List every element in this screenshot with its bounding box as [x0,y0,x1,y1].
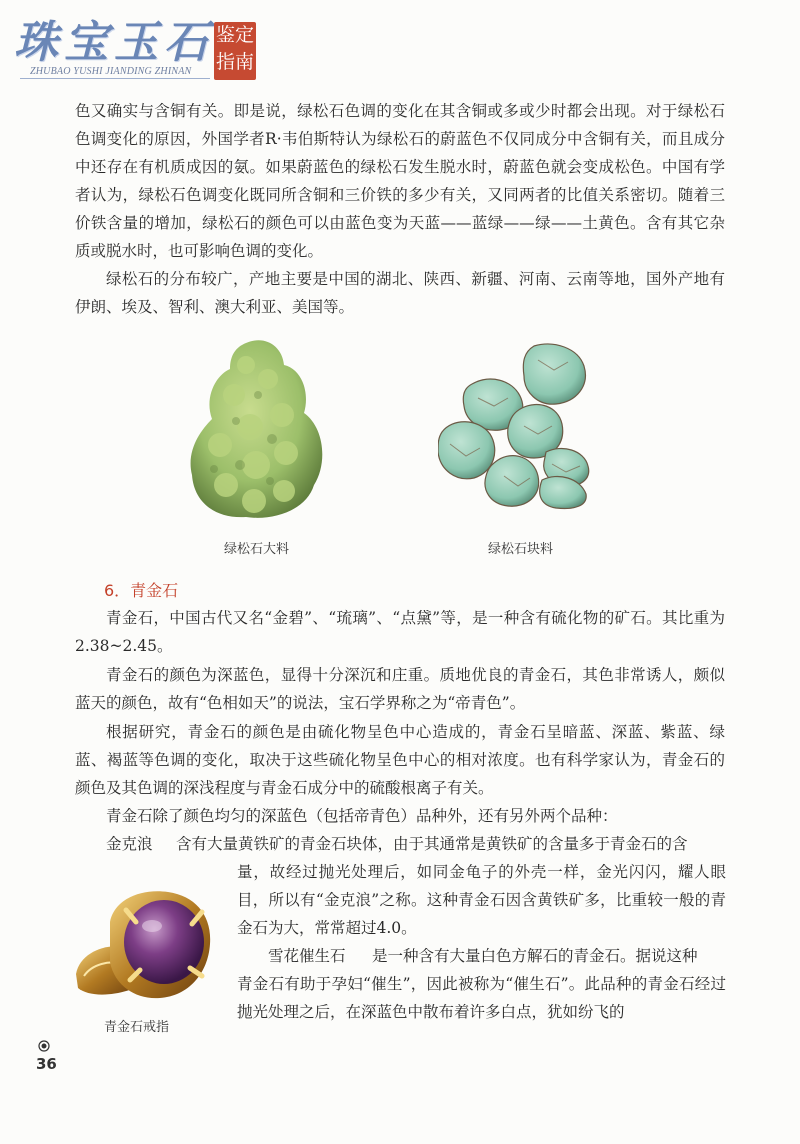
paragraph-lapis-intro: 青金石，中国古代又名“金碧”、“琉璃”、“点黛”等，是一种含有硫化物的矿石。其比重为2.38~2.45。 [75,609,725,655]
section-title-lapis: 6．青金石 [104,581,179,600]
caption-turquoise-rough: 绿松石大料 [224,542,290,557]
xuehua-desc-first-line: 是一种含有大量白色方解石的青金石。据说这种 [372,947,698,965]
caption-lapis-ring: 青金石戒指 [104,1020,170,1035]
page-header [0,0,800,95]
badge-line-2: 指南 [215,51,254,73]
term-jinkelang: 金克浪 [106,835,153,853]
term-xuehua-cuisheng: 雪花催生石 [268,947,346,965]
xuehua-desc: 青金石有助于孕妇“催生”，因此被称为“催生石”。此品种的青金石经过抛光处理之后，在深蓝色中散布着许多白点，犹如纷飞的 [237,975,726,1021]
header-rule [20,78,210,79]
page-marker-icon [38,1040,50,1052]
lapis-ring-photo [70,882,220,1012]
book-badge [214,22,256,80]
jinkelang-desc-first-line: 含有大量黄铁矿的青金石块体，由于其通常是黄铁矿的含量多于青金石的含 [176,835,688,853]
badge-line-1: 鉴定 [215,24,254,46]
turquoise-rough-photo [186,335,332,523]
book-title-logo: 珠宝玉石 [14,17,214,68]
paragraph-lapis-varieties: 青金石除了颜色均匀的深蓝色（包括帝青色）品种外，还有另外两个品种： [106,807,618,825]
turquoise-pieces-photo [438,340,606,510]
book-title-pinyin: ZHUBAO YUSHI JIANDING ZHINAN [30,66,192,77]
paragraph-turquoise-color: 色又确实与含铜有关。即是说，绿松石色调的变化在其含铜或多或少时都会出现。对于绿松石色调变化的原因，外国学者R·韦伯斯特认为绿松石的蔚蓝色不仅同成分中含铜有关，而且成分中还存在有机质成因的氨。如果蔚蓝色的绿松石发生脱水时，蔚蓝色就会变成松色。中国有学者认为，绿松石色调变化既同所含铜和三价铁的多少有关，又同两者的比值关系密切。随着三价铁含量的增加，绿松石的颜色可以由蓝色变为天蓝——蓝绿——绿——土黄色。含有其它杂质或脱水时，也可影响色调的变化。 [75,102,725,260]
paragraph-lapis-research: 根据研究，青金石的颜色是由硫化物呈色中心造成的，青金石呈暗蓝、深蓝、紫蓝、绿蓝、褐蓝等色调的变化，取决于这些硫化物呈色中心的相对浓度。也有科学家认为，青金石的颜色及其色调的深浅程度与青金石成分中的硫酸根离子有关。 [75,723,725,797]
jinkelang-desc: 量，故经过抛光处理后，如同金龟子的外壳一样，金光闪闪，耀人眼目，所以有“金克浪”之称。这种青金石因含黄铁矿多，比重较一般的青金石为大，常常超过4.0。 [237,863,726,937]
paragraph-lapis-color: 青金石的颜色为深蓝色，显得十分深沉和庄重。质地优良的青金石，其色非常诱人，颇似蓝天的颜色，故有“色相如天”的说法，宝石学界称之为“帝青色”。 [75,666,725,712]
page-number: 36 [36,1055,57,1073]
caption-turquoise-pieces: 绿松石块料 [488,542,554,557]
paragraph-turquoise-distribution: 绿松石的分布较广，产地主要是中国的湖北、陕西、新疆、河南、云南等地，国外产地有伊朗、埃及、智利、澳大利亚、美国等。 [75,270,725,316]
